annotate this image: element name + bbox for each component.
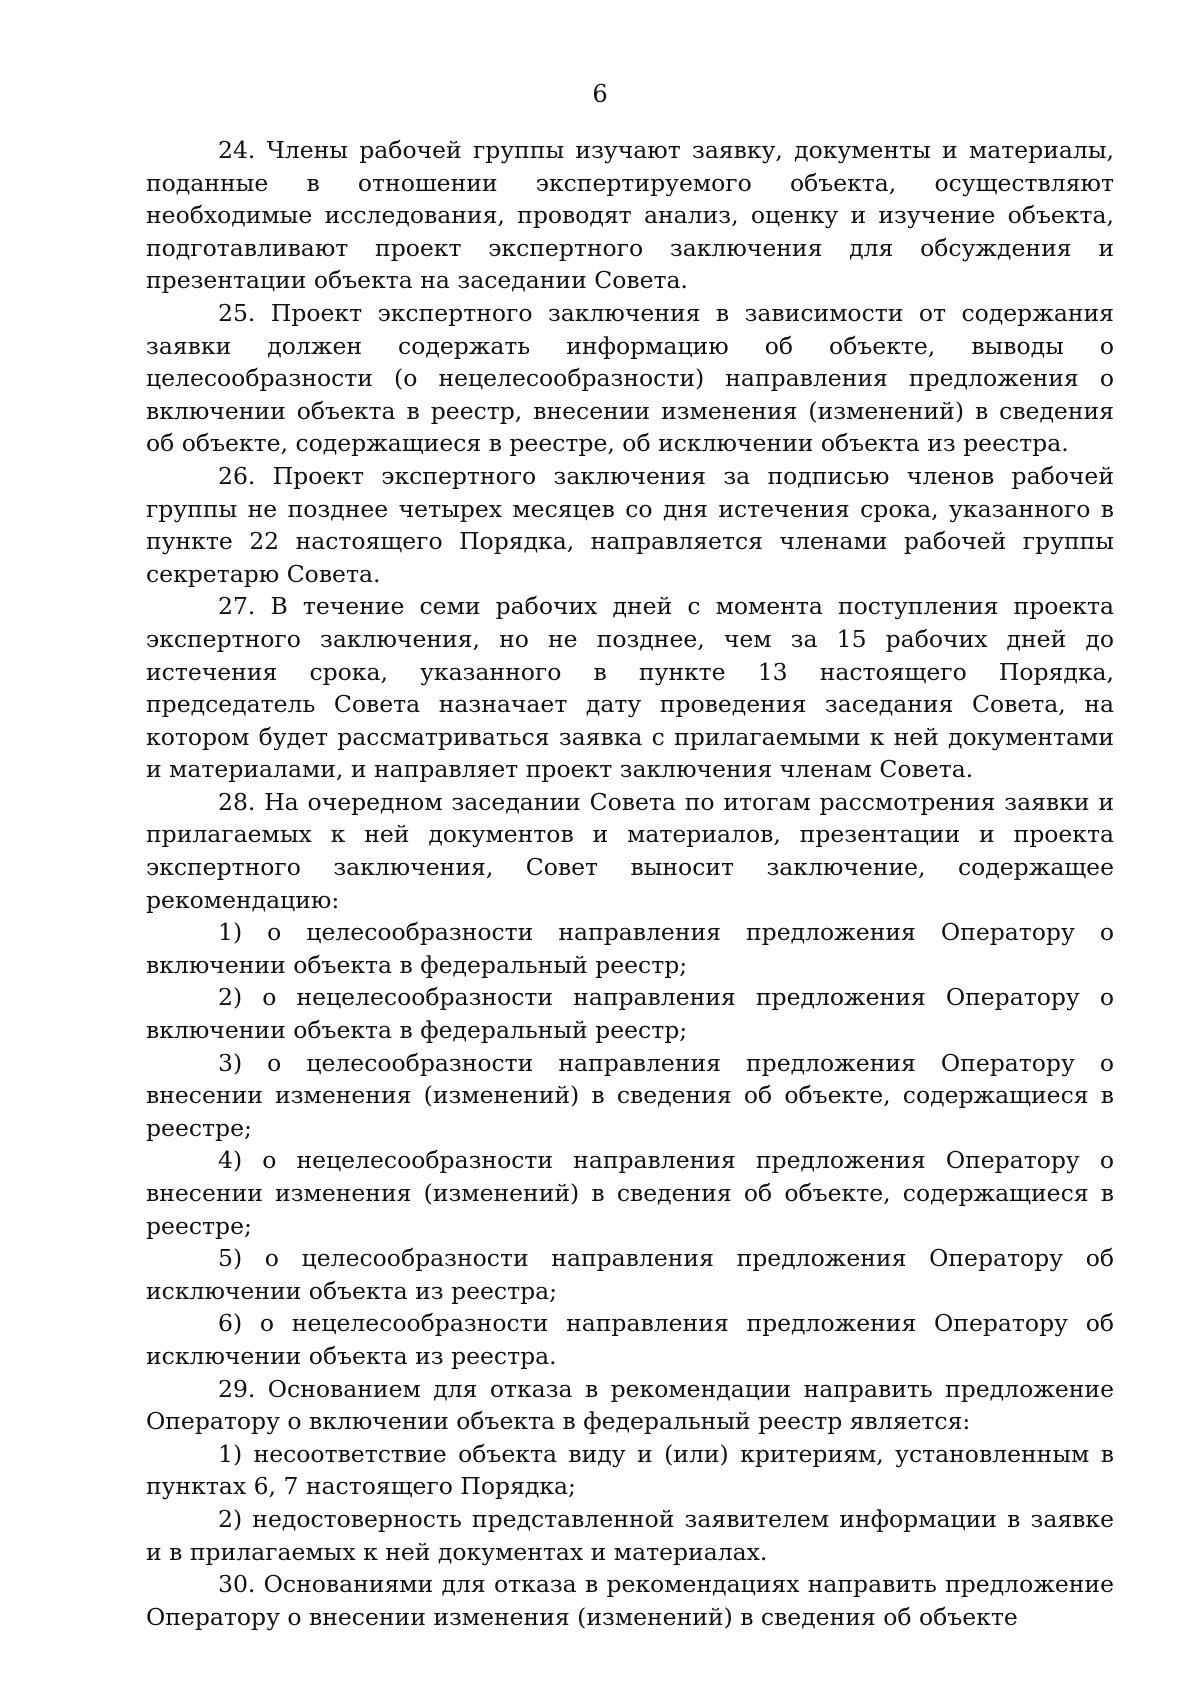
document-body — [146, 134, 1114, 1633]
paragraph-28-item-6: 6) о нецелесообразности направления предложения Оператору об исключении объекта из реестра. — [146, 1309, 1114, 1370]
page-number: 6 — [592, 80, 608, 108]
paragraph-25: 25. Проект экспертного заключения в зависимости от содержания заявки должен содержать информацию об объекте, выводы о целесообразности (о нецелесообразности) направления предложения о включении объекта в реестр, внесении изменения (изменений) в сведения об объекте, содержащиеся в реестре, об исключении объекта из реестра. — [146, 298, 1114, 458]
paragraph-29: 29. Основанием для отказа в рекомендации направить предложение Оператору о включении объекта в федеральный реестр является: — [146, 1374, 1114, 1436]
paragraph-26: 26. Проект экспертного заключения за подписью членов рабочей группы не позднее четырех месяцев со дня истечения срока, указанного в пункте 22 настоящего Порядка, направляется членами рабочей группы секретарю Совета. — [146, 461, 1114, 588]
paragraph-28-item-3: 3) о целесообразности направления предложения Оператору о внесении изменения (изменений) в сведения об объекте, содержащиеся в реестре; — [146, 1048, 1114, 1142]
paragraph-28-item-2: 2) о нецелесообразности направления предложения Оператору о включении объекта в федеральный реестр; — [146, 983, 1114, 1045]
paragraph-27: 27. В течение семи рабочих дней с момента поступления проекта экспертного заключения, но не позднее, чем за 15 рабочих дней до истечения срока, указанного в пункте 13 настоящего Порядка, председатель Совета назначает дату проведения заседания Совета, на котором будет рассматриваться заявка с прилагаемыми к ней документами и материалами, и направляет проект заключения членам Совета. — [146, 592, 1114, 784]
paragraph-28: 28. На очередном заседании Совета по итогам рассмотрения заявки и прилагаемых к ней документов и материалов, презентации и проекта экспертного заключения, Совет выносит заключение, содержащее рекомендацию: — [146, 787, 1114, 914]
paragraph-30: 30. Основаниями для отказа в рекомендациях направить предложение Оператору о внесении изменения (изменений) в сведения об объекте — [146, 1570, 1114, 1631]
paragraph-29-item-1: 1) несоответствие объекта виду и (или) критериям, установленным в пунктах 6, 7 настоящего Порядка; — [146, 1439, 1114, 1501]
paragraph-28-item-1: 1) о целесообразности направления предложения Оператору о включении объекта в федеральный реестр; — [146, 918, 1114, 979]
paragraph-29-item-2: 2) недостоверность представленной заявителем информации в заявке и в прилагаемых к ней документах и материалах. — [146, 1504, 1114, 1566]
paragraph-24: 24. Члены рабочей группы изучают заявку, документы и материалы, поданные в отношении экспертируемого объекта, осуществляют необходимые исследования, проводят анализ, оценку и изучение объекта, подготавливают проект экспертного заключения для обсуждения и презентации объекта на заседании Совета. — [146, 136, 1114, 295]
paragraph-28-item-4: 4) о нецелесообразности направления предложения Оператору о внесении изменения (изменений) в сведения об объекте, содержащиеся в реестре; — [146, 1146, 1114, 1240]
paragraph-28-item-5: 5) о целесообразности направления предложения Оператору об исключении объекта из реестра; — [146, 1244, 1114, 1305]
